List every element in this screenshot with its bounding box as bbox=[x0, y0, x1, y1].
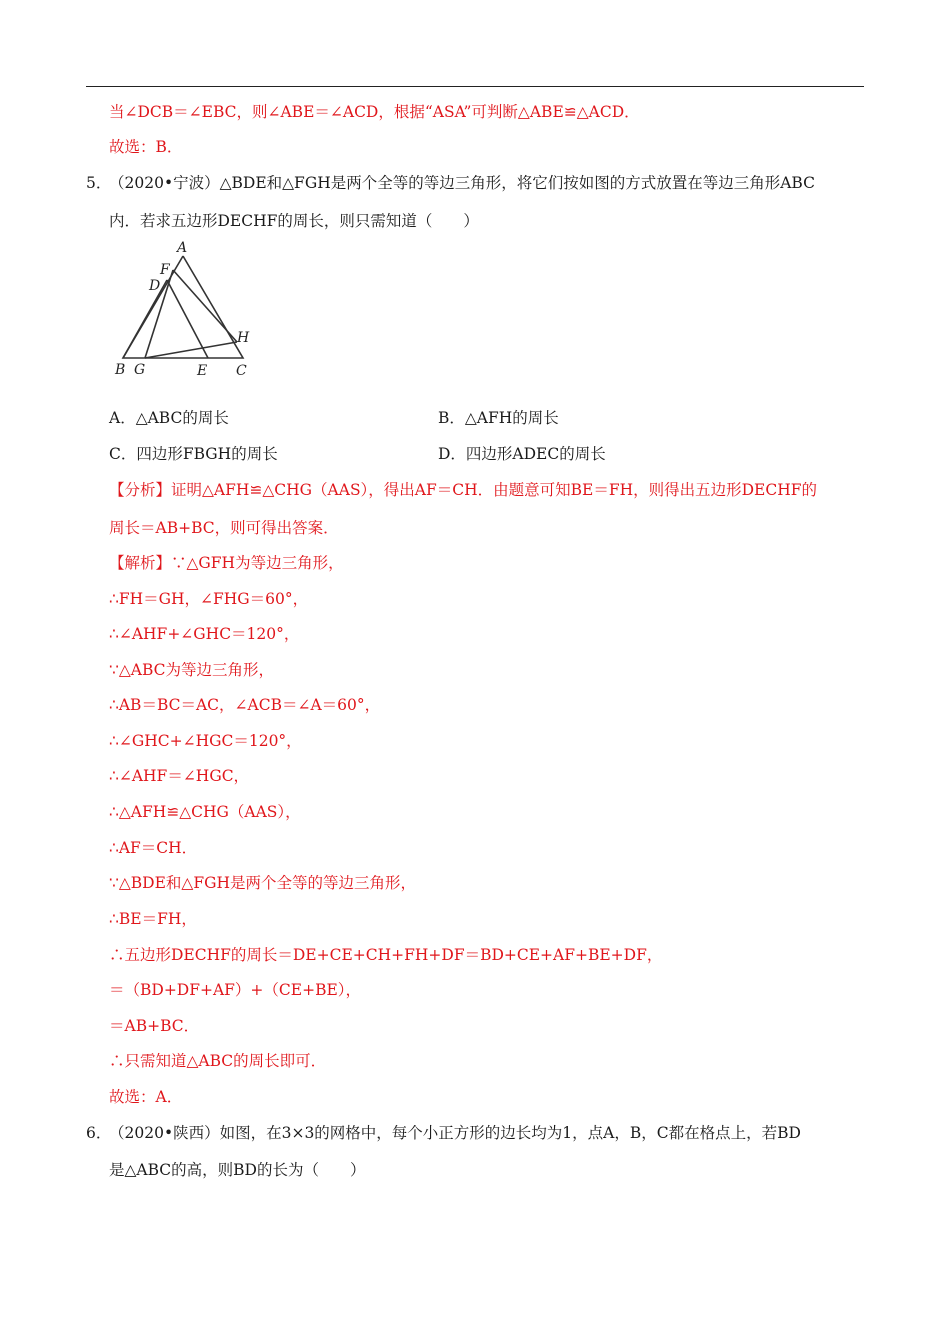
label-g: G bbox=[134, 362, 146, 378]
label-d: D bbox=[149, 278, 161, 294]
triangle-abc bbox=[123, 256, 243, 358]
solution-line: ∴∠AHF＝∠HGC， bbox=[109, 767, 250, 785]
question-number: 6． bbox=[86, 1124, 112, 1142]
solution-line: ∴FH＝GH，∠FHG＝60°， bbox=[109, 590, 309, 608]
analysis-line: 周长＝AB+BC，则可得出答案． bbox=[109, 519, 339, 537]
solution-line: 【解析】∵△GFH为等边三角形， bbox=[109, 554, 344, 572]
solution-line: ∴AB＝BC＝AC，∠ACB＝∠A＝60°， bbox=[109, 696, 381, 714]
solution-line: ∵△BDE和△FGH是两个全等的等边三角形， bbox=[109, 874, 416, 892]
segment-bd bbox=[123, 280, 167, 358]
segment-gh bbox=[145, 342, 237, 358]
option-a: A．△ABC的周长 bbox=[109, 409, 229, 427]
solution-line: ∴AF＝CH． bbox=[109, 839, 198, 857]
answer-line: 故选：B． bbox=[109, 138, 183, 156]
label-b: B bbox=[115, 362, 126, 378]
question-number: 5． bbox=[86, 174, 112, 192]
question-stem: 是△ABC的高，则BD的长为（ ） bbox=[109, 1161, 366, 1179]
solution-line: ＝（BD+DF+AF）+（CE+BE）， bbox=[109, 981, 362, 999]
label-f: F bbox=[160, 262, 170, 278]
solution-line: ∴△AFH≌△CHG（AAS）， bbox=[109, 803, 301, 821]
solution-line: ∴∠GHC+∠HGC＝120°， bbox=[109, 732, 302, 750]
solution-line: ∴BE＝FH， bbox=[109, 910, 197, 928]
solution-line: 当∠DCB＝∠EBC，则∠ABE＝∠ACD，根据“ASA”可判断△ABE≌△ACD． bbox=[109, 103, 640, 121]
label-h: H bbox=[237, 330, 250, 346]
segment-fh bbox=[173, 270, 237, 342]
label-e: E bbox=[197, 363, 208, 379]
label-c: C bbox=[236, 363, 247, 379]
solution-line: ∴∠AHF+∠GHC＝120°， bbox=[109, 625, 300, 643]
analysis-line: 【分析】证明△AFH≌△CHG（AAS），得出AF＝CH．由题意可知BE＝FH，则得出五边形DECHF的 bbox=[109, 481, 817, 499]
option-c: C．四边形FBGH的周长 bbox=[109, 445, 278, 463]
header-rule bbox=[86, 86, 864, 87]
answer-line: 故选：A． bbox=[109, 1088, 183, 1106]
triangle-figure bbox=[105, 238, 265, 384]
solution-line: ∵△ABC为等边三角形， bbox=[109, 661, 275, 679]
segment-de bbox=[167, 280, 208, 358]
option-d: D．四边形ADEC的周长 bbox=[438, 445, 606, 463]
solution-line: ∴只需知道△ABC的周长即可． bbox=[109, 1052, 327, 1070]
question-stem: （2020•陕西）如图，在3×3的网格中，每个小正方形的边长均为1，点A，B，C都在格点上，若BD bbox=[109, 1124, 801, 1142]
solution-line: ＝AB+BC． bbox=[109, 1017, 200, 1035]
question-stem: 内．若求五边形DECHF的周长，则只需知道（ ） bbox=[109, 212, 479, 230]
question-stem: （2020•宁波）△BDE和△FGH是两个全等的等边三角形，将它们按如图的方式放置在等边三角形ABC bbox=[109, 174, 815, 192]
option-b: B．△AFH的周长 bbox=[438, 409, 559, 427]
solution-line: ∴五边形DECHF的周长＝DE+CE+CH+FH+DF＝BD+CE+AF+BE+DF， bbox=[109, 946, 663, 964]
label-a: A bbox=[177, 240, 188, 256]
